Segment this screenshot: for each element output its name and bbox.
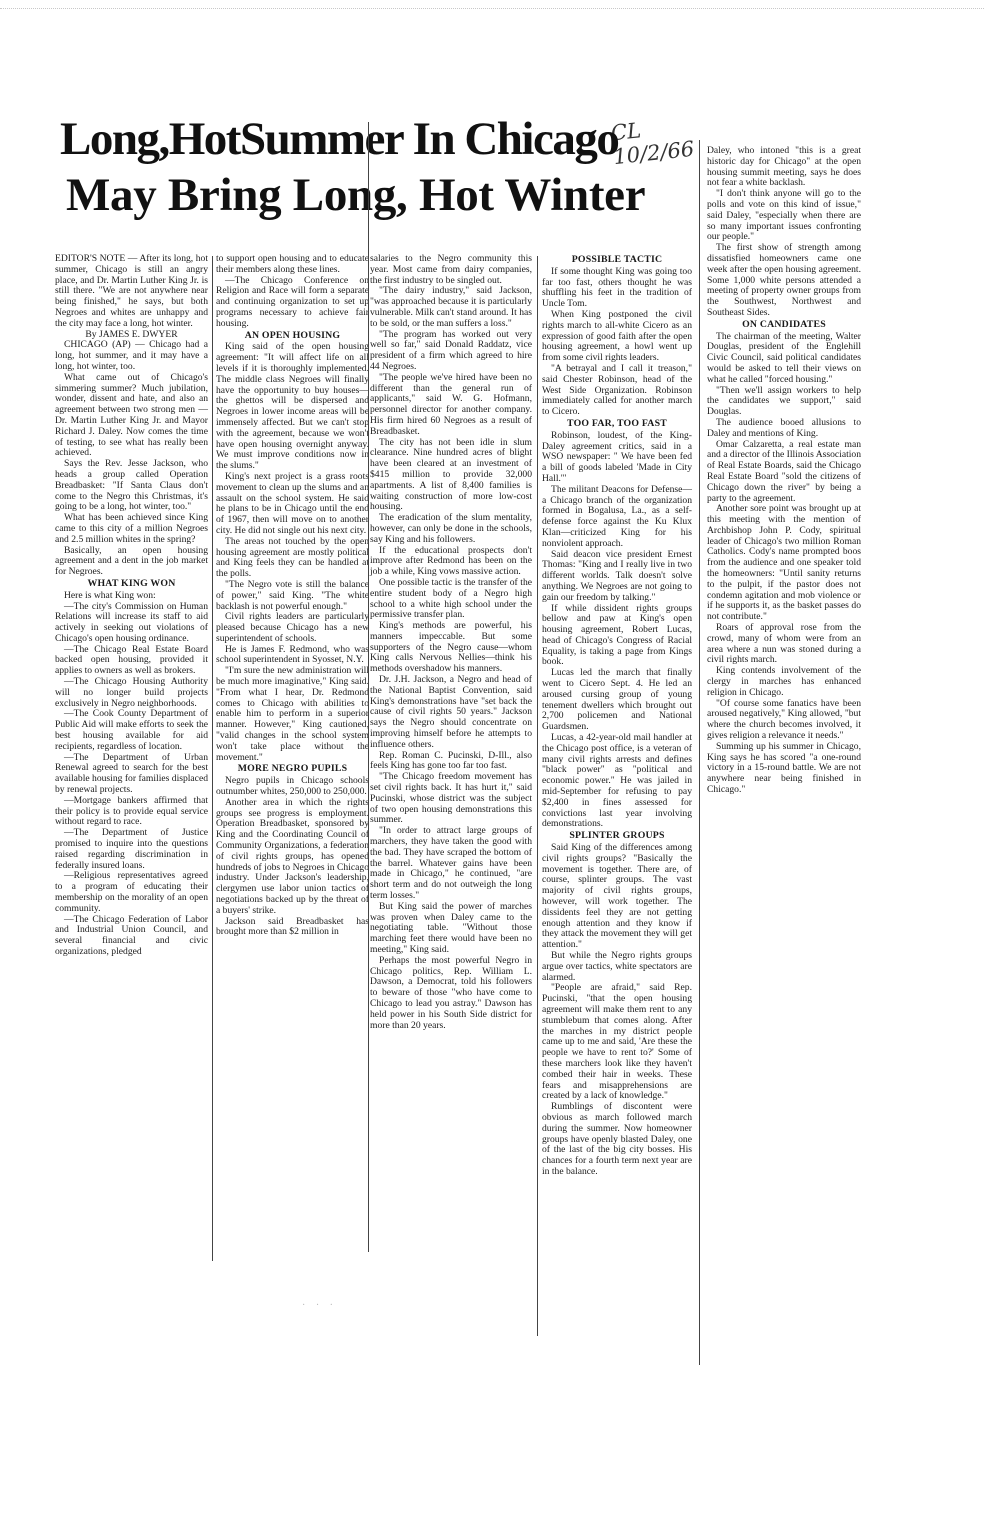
article-paragraph: CHICAGO (AP) — Chicago had a long, hot summer, and it may have a long, hot winter, too. <box>55 339 208 372</box>
article-paragraph: Here is what King won: <box>64 589 156 601</box>
section-subhead: ON CANDIDATES <box>742 318 826 330</box>
article-paragraph: "People are afraid," said Rep. Pucinski, "that the open housing agreement will make them rent to any stumblebum that comes along. After the marches in my district people came up to me and said, 'Are these the people we have to rent to?' Some of these marchers look like they haven't combed their hair in weeks. These fears and misapprehensions are created by a lack of knowledge." <box>542 982 692 1102</box>
article-paragraph: The areas not touched by the open housing agreement are mostly political and King feels they can be handled at the polls. <box>216 535 369 580</box>
article-paragraph: But King said the power of marches was proven when Daley came to the negotiating table. "Without those marching feet there would have been no meeting," King said. <box>370 900 532 955</box>
article-paragraph: If while dissident rights groups bellow and paw at King's open housing agreement, Robert Lucas, head of Chicago's Congress of Racial Equality, is taking a page from Kings book. <box>542 602 692 668</box>
article-paragraph: "The Negro vote is still the balance of power," said King. "The white backlash is not powerful enough." <box>216 578 369 612</box>
newspaper-clipping <box>52 112 861 1337</box>
article-paragraph: "The program has worked out very well so far," said Donald Raddatz, vice president of a firm which agreed to hire 44 Negroes. <box>370 328 532 372</box>
article-paragraph: "The people we've hired have been no different than the general run of applicants," said W. G. Hofmann, personnel director for another company. His firm hired 60 Negroes as a result of Breadbasket. <box>370 371 532 437</box>
article-paragraph: When King postponed the civil rights march to all-white Cicero as an expression of good faith after the open housing agreement, a howl went up from some civil rights leaders. <box>542 308 692 364</box>
article-paragraph: King contends involvement of the clergy in marches has enhanced religion in Chicago. <box>707 665 861 698</box>
article-paragraph: —The Cook County Department of Public Aid will make efforts to seek the best housing available for aid recipients, regardless of location. <box>55 708 208 752</box>
section-subhead: TOO FAR, TOO FAST <box>567 417 667 429</box>
article-paragraph: He is James F. Redmond, who was school superintendent in Syosset, N.Y. <box>216 643 369 666</box>
article-paragraph: "The dairy industry," said Jackson, "was approached because it is particularly vulnerable. Milk can't stand around. It has to be sold, or the man suffers a loss." <box>370 285 532 329</box>
article-paragraph: —The Department of Justice promised to inquire into the questions raised regarding discrimination in federally insured loans. <box>55 827 208 871</box>
column-rule <box>212 256 213 1261</box>
article-paragraph: "A betrayal and I call it treason," said Chester Robinson, head of the West Side Organization. Robinson immediately called for another march to Cicero. <box>542 362 692 418</box>
column-rule <box>368 122 369 1252</box>
article-paragraph: King's methods are powerful, his manners impeccable. But some supporters of the Negro cause—whom King calls Nervous Nellies—think his methods overshadow his manners. <box>370 620 532 675</box>
article-column-2 <box>216 254 369 1264</box>
article-paragraph: If the educational prospects don't improve after Redmond has been on the job a while, King vows massive action. <box>370 544 532 578</box>
article-paragraph: King's next project is a grass roots movement to clean up the slums and an assault on the school system. He said he plans to be in Chicago until the end of 1967, then will move on to another city. He did not single out his next city. <box>216 470 369 536</box>
article-paragraph: to support open housing and to educate their members along these lines. <box>216 254 369 275</box>
article-paragraph: Rumblings of discontent were obvious as march followed march during the summer. Now homeowner groups have openly blasted Daley, one of the last of the big city bosses. His chances for a fourth term next year are in the balance. <box>542 1101 692 1177</box>
column-rule <box>699 140 700 1365</box>
scan-speck: · · · <box>302 1300 337 1311</box>
section-subhead: SPLINTER GROUPS <box>569 830 665 842</box>
article-paragraph: King said of the open housing agreement: "It will affect life on all levels if it is thoroughly implemented. The middle class Negroes will finally have the opportunity to buy houses—the ghettos will be dispersed and Negroes in lower income areas will be immensely affected. But we can't stop with the agreement, because we won't have open housing overnight anyway. We must improve conditions now in the slums." <box>216 341 369 472</box>
section-subhead: POSSIBLE TACTIC <box>571 254 663 265</box>
article-paragraph: The militant Deacons for Defense—a Chicago branch of the organization formed in Bogalusa, La., as a self-defense force against the Ku Klux Klan—criticized King for his nonviolent approach. <box>542 483 692 549</box>
article-paragraph: Summing up his summer in Chicago, King says he has scored "a one-round victory in a 15-round battle. We are not anywhere near being finished in Chicago." <box>707 740 861 796</box>
article-paragraph: Says the Rev. Jesse Jackson, who heads a group called Operation Breadbasket: "If Santa Claus don't come to the Negro this Christmas, it's going to be a long, hot winter, too." <box>55 458 208 513</box>
article-paragraph: If some thought King was going too far too fast, others thought he was shuffling his feet in the tradition of Uncle Tom. <box>542 265 692 310</box>
section-subhead: WHAT KING WON <box>87 577 176 589</box>
article-paragraph: Lucas led the march that finally went to Cicero Sept. 4. He led an aroused cursing group of young tenement dwellers which brought out 2,700 policemen and National Guardsmen. <box>542 667 692 733</box>
article-paragraph: EDITOR'S NOTE — After its long, hot summer, Chicago is still an angry place, and Dr. Martin Luther King Jr. is still there. "We are not anywhere near being finished," he says, but both Negroes and whites are unhappy and the city may face a long, hot winter. <box>55 253 208 329</box>
article-paragraph: —The Chicago Housing Authority will no longer build projects exclusively in Negro neighborhoods. <box>55 676 208 709</box>
article-paragraph: Omar Calzaretta, a real estate man and a director of the Illinois Association of Real Estate Boards, said the Chicago Real Estate Board "sold the citizens of Chicago down the river" by being a party to the agreement. <box>707 438 861 504</box>
article-paragraph: "In order to attract large groups of marchers, they have taken the good with the bad. They have scraped the bottom of the barrel. Whatever gains have been made in Chicago," he continued, "are short term and do not outweigh the long term losses." <box>370 825 532 902</box>
article-paragraph: "The Chicago freedom movement has set civil rights back. It has hurt it," said Pucinski, whose district was the subject of two open housing demonstrations this summer. <box>370 771 532 826</box>
article-paragraph: One possible tactic is the transfer of the entire student body of a Negro high school to a white high school under the permissive transfer plan. <box>370 576 532 621</box>
article-paragraph: The eradication of the slum mentality, however, can only be done in the schools, say King and his followers. <box>370 512 532 545</box>
article-paragraph: The first show of strength among dissatisfied homeowners came one week after the open housing agreement. Some 1,000 white persons attended a meeting of property owner groups from the Southwest, Northwest and Southeast Sides. <box>707 242 861 318</box>
article-paragraph: The audience booed allusions to Daley and mentions of King. <box>707 416 861 439</box>
article-paragraph: Rep. Roman C. Pucinski, D-Ill., also feels King has gone too far too fast. <box>370 749 532 772</box>
section-subhead: MORE NEGRO PUPILS <box>237 763 348 775</box>
headline <box>60 112 700 224</box>
article-paragraph: What has been achieved since King came to this city of a million Negroes and 2.5 million whites in the spring? <box>55 512 208 545</box>
section-subhead: AN OPEN HOUSING <box>244 329 341 341</box>
article-paragraph: Civil rights leaders are particularly pleased because Chicago has a new superintendent of schools. <box>216 611 369 644</box>
article-column-5 <box>707 146 861 796</box>
article-paragraph: "Of course some fanatics have been aroused negatively," King allowed, "but where the church becomes involved, it gives religion a relevance it needs." <box>707 697 861 742</box>
article-paragraph: Said deacon vice president Ernest Thomas: "King and I really live in two different worlds. Talk doesn't solve anything. We Negroes are not going to gain our freedom by talking." <box>542 548 692 603</box>
page-edge-dotted-line <box>0 8 984 9</box>
article-paragraph: —The city's Commission on Human Relations will increase its staff to aid actively in seeking out violations of Chicago's open housing ordinance. <box>55 600 208 644</box>
article-paragraph: Basically, an open housing agreement and a dent in the job market for Negroes. <box>55 544 208 578</box>
headline-line-2: May Bring Long, Hot Winter <box>66 169 646 221</box>
article-paragraph: Jackson said Breadbasket has brought more than $2 million in <box>216 915 369 938</box>
article-paragraph: —Religious representatives agreed to a program of educating their membership on the morality of an open community. <box>55 870 208 914</box>
article-paragraph: Negro pupils in Chicago schools outnumber whites, 250,000 to 250,000. <box>216 775 369 798</box>
article-paragraph: —The Chicago Real Estate Board backed open housing, provided it applies to owners as well as brokers. <box>55 643 208 677</box>
article-paragraph: Robinson, loudest, of the King-Daley agreement critics, said in a WSO newspaper: " We have been fed a bill of goods labeled 'Made in City Hall.'" <box>542 429 692 484</box>
article-paragraph: Another sore point was brought up at this meeting with the mention of Archbishop John P. Cody, spiritual leader of Chicago's two million Roman Catholics. Cody's name prompted boos from the audience and one speaker told the homeowners: "Until sanity returns to the pulpit, if the pastor does not condemn agitation and mob violence or if he supports it, as the basket passes do not contribute." <box>707 503 861 623</box>
article-paragraph: —The Chicago Conference on Religion and Race will form a separate and continuing organization to set up programs necessary to achieve fair housing. <box>216 274 369 329</box>
headline-line-1: Long,HotSummer In Chicago <box>60 113 619 165</box>
article-paragraph: "Then we'll assign workers to help the candidates we support," said Douglas. <box>707 384 861 418</box>
article-paragraph: salaries to the Negro community this year. Most came from dairy companies, the first industry to be singled out. <box>370 253 532 286</box>
handwritten-date-note: CL 10/2/66 <box>609 118 696 170</box>
article-paragraph: "I don't think anyone will go to the polls and vote on this kind of issue," said Daley, "especially when there are so many important issues confronting our people." <box>707 188 861 243</box>
article-column-3 <box>370 254 532 1031</box>
article-paragraph: —The Department of Urban Renewal agreed to search for the best available housing for families displaced by renewal projects. <box>55 751 208 796</box>
article-paragraph: —Mortgage bankers affirmed that their policy is to provide equal service without regard to race. <box>55 794 208 828</box>
article-paragraph: Daley, who intoned "this is a great historic day for Chicago" at the open housing summit meeting, says he does not fear a white backlash. <box>707 145 861 189</box>
article-paragraph: Perhaps the most powerful Negro in Chicago politics, Rep. William L. Dawson, a Democrat, told his followers to beware of those "who have come to Chicago to lead you astray." Dawson has held power in his South Side district for more than 20 years. <box>370 954 532 1031</box>
byline: By JAMES E. DWYER <box>85 328 178 340</box>
article-paragraph: But while the Negro rights groups argue over tactics, white spectators are alarmed. <box>542 950 692 983</box>
article-paragraph: Another area in which the rights groups see progress is employment. Operation Breadbasket, sponsored by King and the Coordinating Council of Community Organizations, a federation of civil rights groups, has opened hundreds of jobs to Negroes in Chicago industry. Under Jackson's leadership, clergymen use labor union tactics of negotiations backed up by the threat of a buyers' strike. <box>216 796 369 916</box>
article-paragraph: —The Chicago Federation of Labor and Industrial Union Council, and several financial and civic organizations, pledged <box>55 913 208 957</box>
article-paragraph: Roars of approval rose from the crowd, many of whom were from an area where a nun was stoned during a civil rights march. <box>707 622 861 666</box>
article-column-1 <box>55 254 208 958</box>
article-paragraph: The chairman of the meeting, Walter Douglas, president of the Englehill Civic Council, said political candidates would be asked to tell their views on what he called "forced housing." <box>707 330 861 385</box>
article-paragraph: What came out of Chicago's simmering summer? Much jubilation, wonder, dissent and hate, and also an agreement between two strong men — Dr. Martin Luther King Jr. and Mayor Richard J. Daley. Now comes the time of testing, to see what has really been achieved. <box>55 371 208 459</box>
article-paragraph: Lucas, a 42-year-old mail handler at the Chicago post office, is a veteran of many civil rights arrests and defines "black power" as "political and economic power." He was jailed in mid-September for refusing to pay $2,400 in fines assessed for convictions last year involving demonstrations. <box>542 732 692 830</box>
article-paragraph: The city has not been idle in slum clearance. Nine hundred acres of blight have been cleared at an investment of $415 million to provide 32,000 apartments. A list of 8,400 families is waiting construction of more low-cost housing. <box>370 436 532 513</box>
article-column-4 <box>542 254 692 1178</box>
column-rule <box>537 256 538 1336</box>
article-paragraph: Dr. J.H. Jackson, a Negro and head of the National Baptist Convention, said King's demonstrations have "set back the cause of civil rights 50 years." Jackson says the Negro should concentrate on improving himself before he attempts to influence others. <box>370 674 532 750</box>
article-paragraph: "I'm sure the new administration will be much more imaginative," King said. "From what I hear, Dr. Redmond comes to Chicago with abilities to enable him to perform in a superior manner. However," King cautioned, "valid changes in the school system won't take place without the movement." <box>216 665 369 763</box>
article-paragraph: Said King of the differences among civil rights groups? "Basically the movement is together. There are, of course, splinter groups. The vast majority of civil rights groups, however, will work together. The dissidents feel they are not getting enough attention and they know if they attack the movement they will get attention." <box>542 842 692 951</box>
